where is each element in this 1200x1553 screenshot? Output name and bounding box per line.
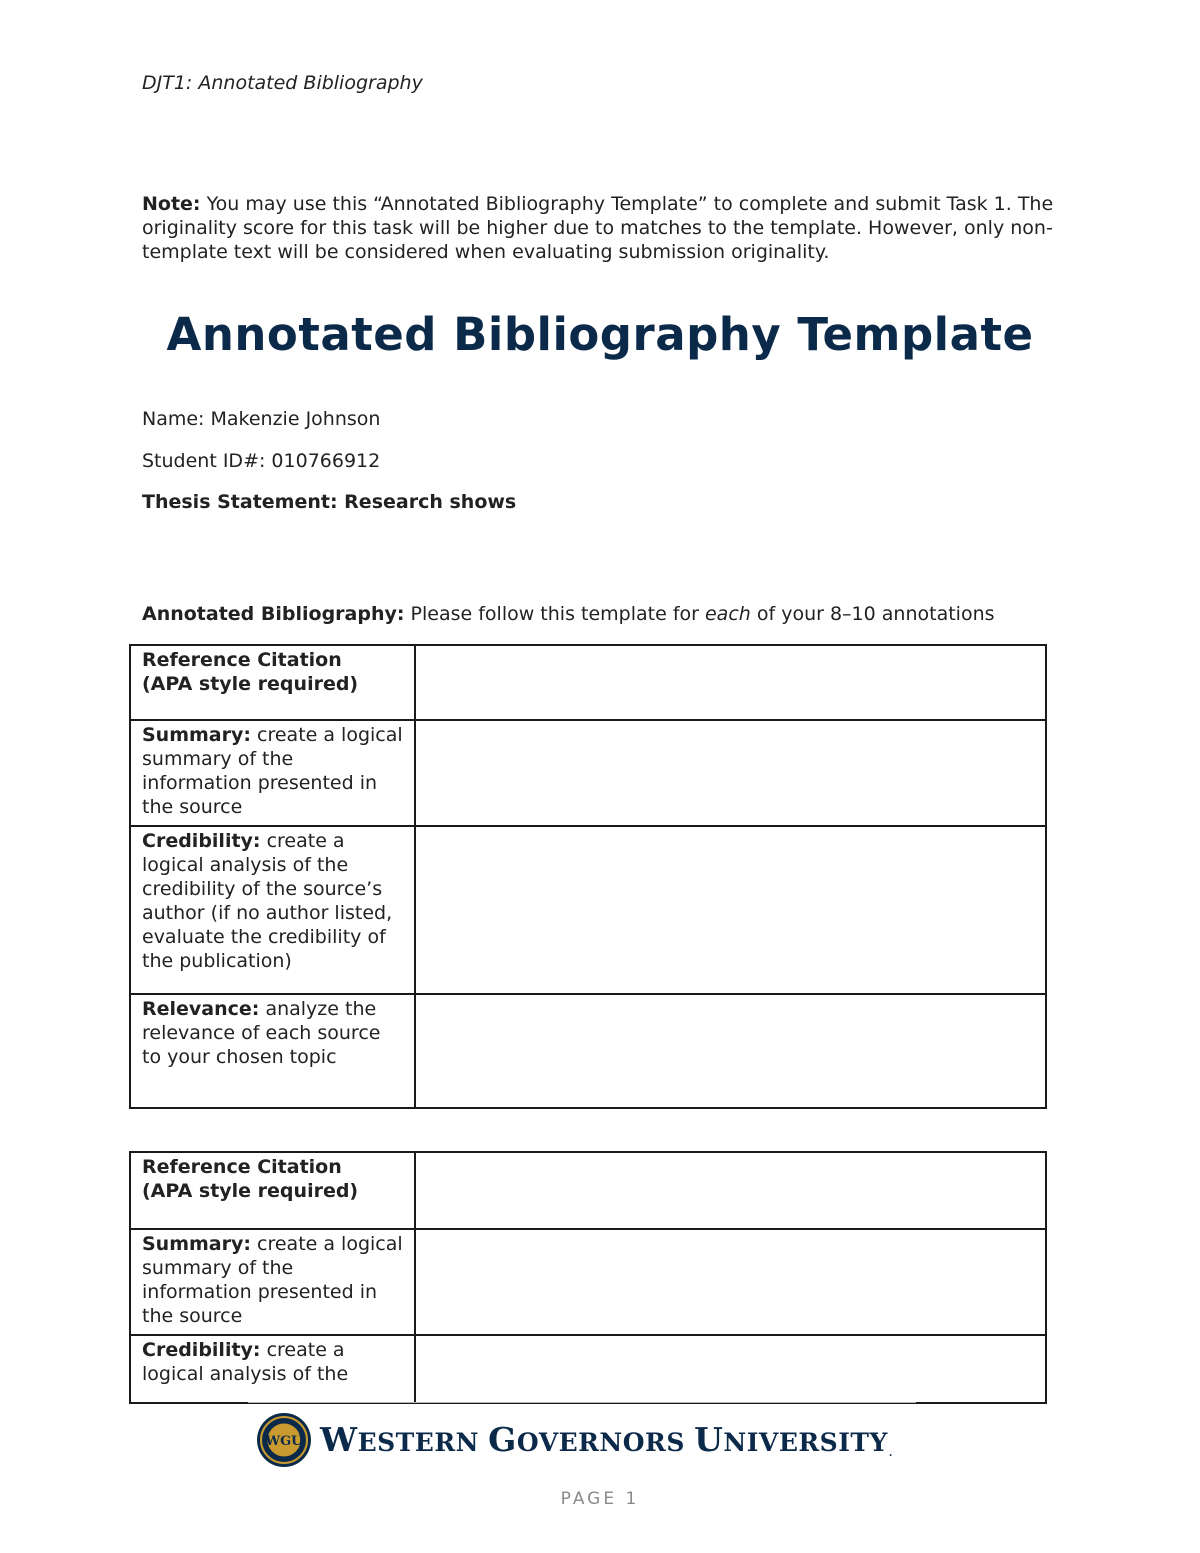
footer-divider <box>248 1402 916 1403</box>
table-row <box>130 1152 1046 1229</box>
annotated-bibliography-intro <box>142 603 995 625</box>
wordmark-niversity: NIVERSITY <box>723 1428 888 1457</box>
citation-label-cell <box>130 645 415 720</box>
student-id-field: Student ID#: 010766912 <box>142 450 381 472</box>
summary-label: Summary: <box>142 724 251 746</box>
table-row <box>130 1335 1046 1403</box>
credibility-label-cell <box>130 826 415 994</box>
table-row <box>130 826 1046 994</box>
wordmark-w: W <box>320 1420 358 1459</box>
citation-label: Reference Citation <box>142 649 342 671</box>
page-title: Annotated Bibliography Template <box>166 308 1034 361</box>
citation-sublabel: (APA style required) <box>142 673 359 695</box>
note-label: Note: <box>142 193 201 215</box>
summary-entry-cell[interactable] <box>415 1229 1046 1335</box>
relevance-entry-cell[interactable] <box>415 994 1046 1108</box>
summary-instructions: create a logical summary of the information presented in the source <box>142 1233 403 1327</box>
credibility-instructions: create a logical analysis of the credibility of the source’s author (if no author listed, evaluate the credibility of the publication) <box>142 830 393 972</box>
intro-text: Please follow this template for <box>404 603 705 625</box>
citation-entry-cell[interactable] <box>415 1152 1046 1229</box>
document-header: DJT1: Annotated Bibliography <box>142 72 423 94</box>
summary-label-cell <box>130 720 415 826</box>
credibility-label: Credibility: <box>142 830 261 852</box>
wgu-logo <box>256 1410 916 1470</box>
annotation-table-2 <box>129 1151 1047 1404</box>
credibility-entry-cell[interactable] <box>415 1335 1046 1403</box>
summary-label: Summary: <box>142 1233 251 1255</box>
wordmark-g: G <box>488 1420 517 1459</box>
table-row <box>130 994 1046 1108</box>
table-row <box>130 645 1046 720</box>
seal-monogram: WGU <box>265 1434 303 1449</box>
annotation-table-1 <box>129 644 1047 1109</box>
relevance-label-cell <box>130 994 415 1108</box>
citation-entry-cell[interactable] <box>415 645 1046 720</box>
wgu-seal-icon <box>256 1412 312 1468</box>
citation-label: Reference Citation <box>142 1156 342 1178</box>
credibility-entry-cell[interactable] <box>415 826 1046 994</box>
credibility-instructions: create a logical analysis of the <box>142 1339 349 1385</box>
wordmark-estern: ESTERN <box>357 1428 489 1457</box>
thesis-statement: Thesis Statement: Research shows <box>142 491 517 513</box>
citation-label-cell <box>130 1152 415 1229</box>
summary-label-cell <box>130 1229 415 1335</box>
summary-instructions: create a logical summary of the information presented in the source <box>142 724 403 818</box>
name-field: Name: Makenzie Johnson <box>142 408 381 430</box>
wordmark-u: U <box>694 1420 724 1459</box>
credibility-label-cell <box>130 1335 415 1403</box>
intro-text-end: of your 8–10 annotations <box>750 603 995 625</box>
citation-sublabel: (APA style required) <box>142 1180 359 1202</box>
note-paragraph <box>142 192 1062 264</box>
intro-emphasis: each <box>704 603 751 625</box>
summary-entry-cell[interactable] <box>415 720 1046 826</box>
table-row <box>130 720 1046 826</box>
intro-label: Annotated Bibliography: <box>142 603 405 625</box>
wordmark-overnors: OVERNORS <box>516 1428 695 1457</box>
credibility-label: Credibility: <box>142 1339 261 1361</box>
note-body: You may use this “Annotated Bibliography Template” to complete and submit Task 1. The originality score for this task will be higher due to matches to the template. However, only non-template text will be considered when evaluating submission originality. <box>142 193 1054 263</box>
wgu-wordmark: WESTERN GOVERNORS UNIVERSITY. <box>320 1420 893 1459</box>
relevance-instructions: analyze the relevance of each source to your chosen topic <box>142 998 381 1068</box>
relevance-label: Relevance: <box>142 998 260 1020</box>
page-number: PAGE 1 <box>560 1489 640 1509</box>
table-row <box>130 1229 1046 1335</box>
